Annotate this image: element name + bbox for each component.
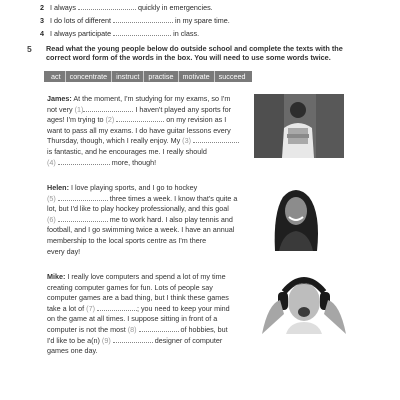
gap-7[interactable] [97, 304, 137, 311]
word-concentrate: concentrate [66, 71, 113, 82]
exercise-instruction: Read what the young people below do outside school and complete the texts with the correct word form of the words in the box. You will need to use some words twice. [46, 44, 343, 63]
photo-helen [265, 183, 327, 251]
gap-9[interactable] [113, 336, 153, 343]
word-motivate: motivate [179, 71, 215, 82]
answer-blank[interactable] [78, 3, 136, 10]
photo-mike [254, 270, 354, 334]
gap-4[interactable] [58, 158, 110, 165]
photo-james [254, 94, 344, 158]
gap-6[interactable] [58, 215, 108, 222]
answer-blank[interactable] [113, 16, 173, 23]
prev-item-2: 2 I always quickly in emergencies. [40, 3, 213, 12]
james-text: James: At the moment, I'm studying for my exams, so I'm not very (1) . I haven't played any sports for ages! I'm trying to (2) on my revision as I want to pass all my exams. I do have guitar lessons every Thursday, though, which I really enjoy. My (3) is fantastic, and he encourages me. I really should (4) more, though! [47, 94, 252, 168]
helen-text: Helen: I love playing sports, and I go to hockey (5) three times a week. I know that's quite a lot, but I'd like to play hockey professionally, and this goal (6) me to work hard. I also play tennis and football, and I go swimming twice a week. I have an annual membership to the local sports centre as I'm there every day! [47, 183, 238, 256]
gap-1[interactable] [83, 105, 131, 112]
word-box [44, 71, 252, 82]
boy-with-headphones-icon [254, 270, 354, 334]
student-with-books-icon [254, 94, 344, 158]
prev-item-3: 3 I do lots of different in my spare time. [40, 16, 230, 25]
smiling-girl-icon [265, 183, 327, 251]
gap-2[interactable] [116, 115, 164, 122]
exercise-number: 5 [27, 44, 32, 54]
gap-3[interactable] [193, 136, 239, 143]
gap-8[interactable] [139, 325, 179, 332]
word-act: act [47, 71, 66, 82]
gap-5[interactable] [58, 194, 108, 201]
word-succeed: succeed [218, 72, 246, 81]
prev-item-4: 4 I always participate in class. [40, 29, 200, 38]
answer-blank[interactable] [113, 29, 171, 36]
word-instruct: instruct [112, 71, 144, 82]
word-practise: practise [144, 71, 178, 82]
mike-text: Mike: I really love computers and spend a lot of my time creating computer games for fun. Lots of people say computer games are a bad thing, but I think these games take a lot of (7) ; you need to keep your mind on the game at all times. I suppose sitting in front of a computer is not the most (8) of hobbies, but I'd like to be a(n) (9) designer of computer games one day. [47, 272, 230, 356]
